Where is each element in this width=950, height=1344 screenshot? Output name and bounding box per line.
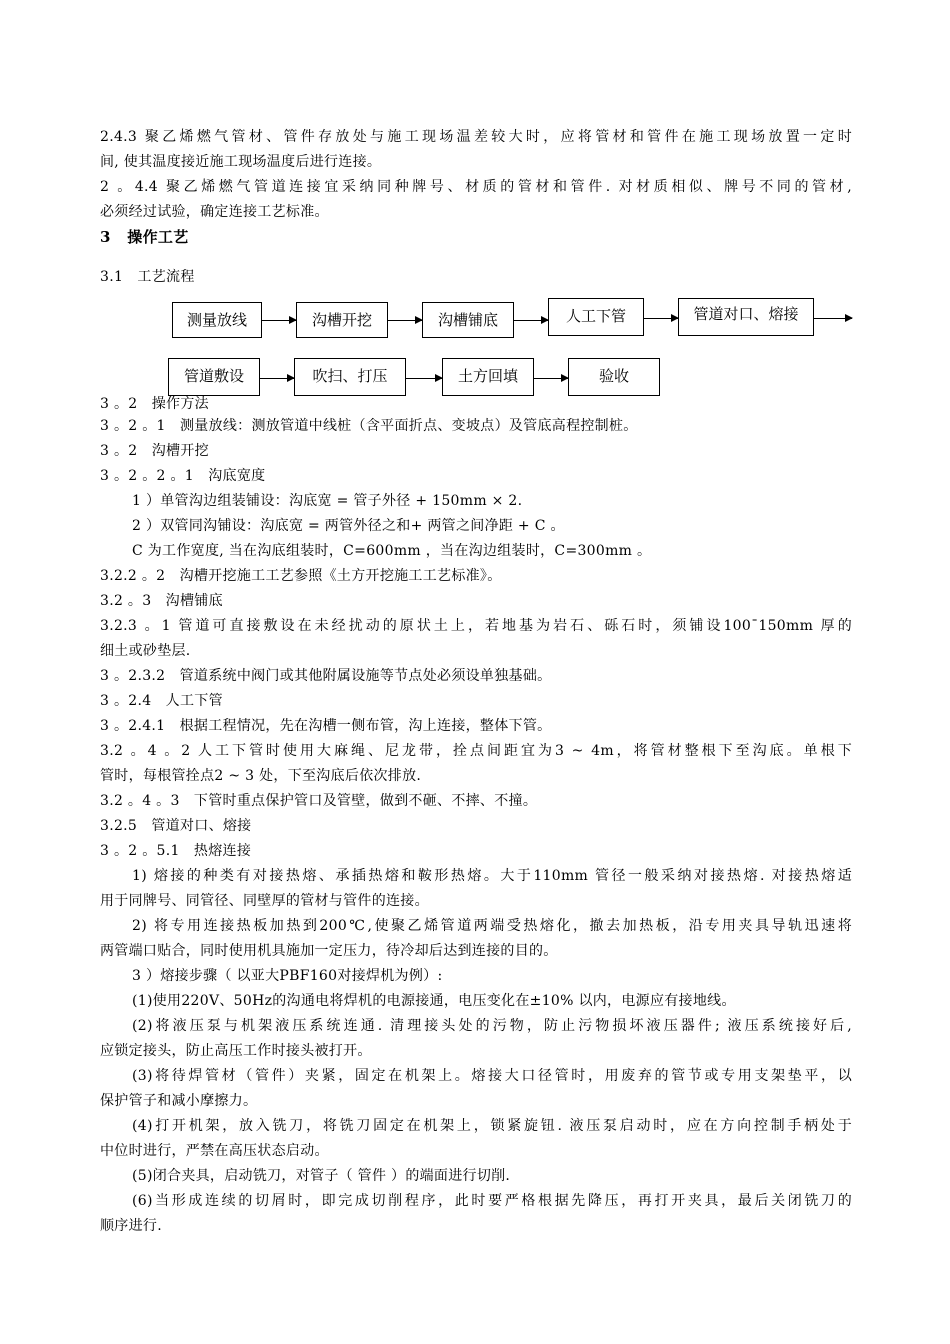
flow-step-5: 管道对口、熔接 [678, 298, 814, 336]
text-line-35: 保护管子和减小摩擦力。 [100, 1093, 258, 1109]
flow-step-7: 吹扫、打压 [294, 358, 406, 396]
arrow-right-icon [406, 378, 442, 379]
flow-step-1: 测量放线 [172, 302, 262, 338]
text-line-25: 3 。2 。5.1 热熔连接 [100, 843, 252, 859]
text-line-2: 间, 使其温度接近施工现场温度后进行连接。 [100, 154, 382, 170]
section-heading: 3 操作工艺 [100, 228, 189, 246]
text-line-31: (1)使用220V、50Hz的沟通电将焊机的电源接通，电压变化在±10% 以内，电源应有接地线。 [132, 993, 736, 1009]
text-line-34: (3)将待焊管材（管件）夹紧，固定在机架上。熔接大口径管时，用废弃的管节或专用支架垫平，以 [132, 1068, 852, 1084]
text-line-19: 3 。2.4 人工下管 [100, 693, 223, 709]
arrow-right-icon [388, 320, 422, 321]
arrow-right-icon [534, 378, 568, 379]
arrow-right-icon [514, 320, 548, 321]
flow-step-9: 验收 [568, 358, 660, 396]
text-line-40: 顺序进行. [100, 1218, 162, 1234]
text-line-21: 3.2 。4 。2 人工下管时使用大麻绳、尼龙带，拴点间距宜为3 ~ 4m，将管材整根下至沟底。单根下 [100, 743, 852, 759]
text-line-1: 2.4.3 聚乙烯燃气管材、管件存放处与施工现场温差较大时，应将管材和管件在施工现场放置一定时 [100, 129, 852, 145]
arrow-right-icon [644, 318, 678, 319]
text-line-4: 必须经过试验，确定连接工艺标准。 [100, 204, 329, 220]
text-line-24: 3.2.5 管道对口、熔接 [100, 818, 252, 834]
subsection-heading: 3.1 工艺流程 [100, 269, 195, 285]
text-line-14: 3.2.2 。2 沟槽开挖施工工艺参照《土方开挖施工工艺标准》。 [100, 568, 502, 584]
text-line-7: 3 。2 操作方法 [100, 396, 209, 412]
text-line-36: (4)打开机架，放入铣刀，将铣刀固定在机架上，锁紧旋钮. 液压泵启动时，应在方向控制手柄处于 [132, 1118, 852, 1134]
text-line-37: 中位时进行，严禁在高压状态启动。 [100, 1143, 329, 1159]
text-line-17: 细土或砂垫层. [100, 643, 191, 659]
text-line-33: 应锁定接头，防止高压工作时接头被打开。 [100, 1043, 372, 1059]
text-line-10: 3 。2 。2 。1 沟底宽度 [100, 468, 266, 484]
text-line-20: 3 。2.4.1 根据工程情况，先在沟槽一侧布管，沟上连接，整体下管。 [100, 718, 552, 734]
text-line-13: C 为工作宽度, 当在沟底组装时，C=600mm ，当在沟边组装时，C=300mm 。 [132, 543, 652, 559]
text-line-29: 两管端口贴合，同时使用机具施加一定压力，待冷却后达到连接的目的。 [100, 943, 558, 959]
flow-step-8: 土方回填 [442, 358, 534, 396]
arrow-right-icon [814, 318, 852, 319]
text-line-8: 3 。2 。1 测量放线：测放管道中线桩（含平面折点、变坡点）及管底高程控制桩。 [100, 418, 638, 434]
text-line-9: 3 。2 沟槽开挖 [100, 443, 209, 459]
text-line-39: (6)当形成连续的切屑时，即完成切削程序，此时要严格根据先降压，再打开夹具，最后关闭铣刀的 [132, 1193, 852, 1209]
text-line-26: 1) 熔接的种类有对接热熔、承插热熔和鞍形热熔。大于110mm 管径一般采纳对接热熔. 对接热熔适 [132, 868, 852, 884]
text-line-22: 管时，每根管拴点2 ~ 3 处，下至沟底后依次排放. [100, 768, 422, 784]
flow-step-2: 沟槽开挖 [296, 302, 388, 338]
text-line-18: 3 。2.3.2 管道系统中阀门或其他附属设施等节点处必须设单独基础。 [100, 668, 552, 684]
text-line-11: 1 ）单管沟边组装铺设：沟底宽 = 管子外径 + 150mm × 2. [132, 493, 523, 509]
text-line-16: 3.2.3 。1 管道可直接敷设在未经扰动的原状土上，若地基为岩石、砾石时，须铺设100¯150mm 厚的 [100, 618, 852, 634]
text-line-32: (2)将液压泵与机架液压系统连通. 清理接头处的污物，防止污物损坏液压器件; 液压系统接好后, [132, 1018, 852, 1034]
arrow-right-icon [260, 378, 294, 379]
flow-step-3: 沟槽铺底 [422, 302, 514, 338]
text-line-30: 3 ）熔接步骤（ 以亚大PBF160对接焊机为例）: [132, 968, 443, 984]
text-line-23: 3.2 。4 。3 下管时重点保护管口及管壁，做到不砸、不摔、不撞。 [100, 793, 538, 809]
arrow-right-icon [262, 320, 296, 321]
flow-step-6: 管道敷设 [168, 358, 260, 396]
text-line-15: 3.2 。3 沟槽铺底 [100, 593, 223, 609]
text-line-12: 2 ）双管同沟铺设：沟底宽 = 两管外径之和+ 两管之间净距 + C 。 [132, 518, 565, 534]
flow-step-4: 人工下管 [548, 298, 644, 336]
text-line-3: 2 。4.4 聚乙烯燃气管道连接宜采纳同种牌号、材质的管材和管件. 对材质相似、牌号不同的管材, [100, 179, 852, 195]
text-line-27: 用于同牌号、同管径、同壁厚的管材与管件的连接。 [100, 893, 429, 909]
text-line-38: (5)闭合夹具，启动铣刀，对管子（ 管件 ）的端面进行切削. [132, 1168, 511, 1184]
text-line-28: 2) 将专用连接热板加热到200℃,使聚乙烯管道两端受热熔化，撤去加热板，沿专用夹具导轨迅速将 [132, 918, 852, 934]
